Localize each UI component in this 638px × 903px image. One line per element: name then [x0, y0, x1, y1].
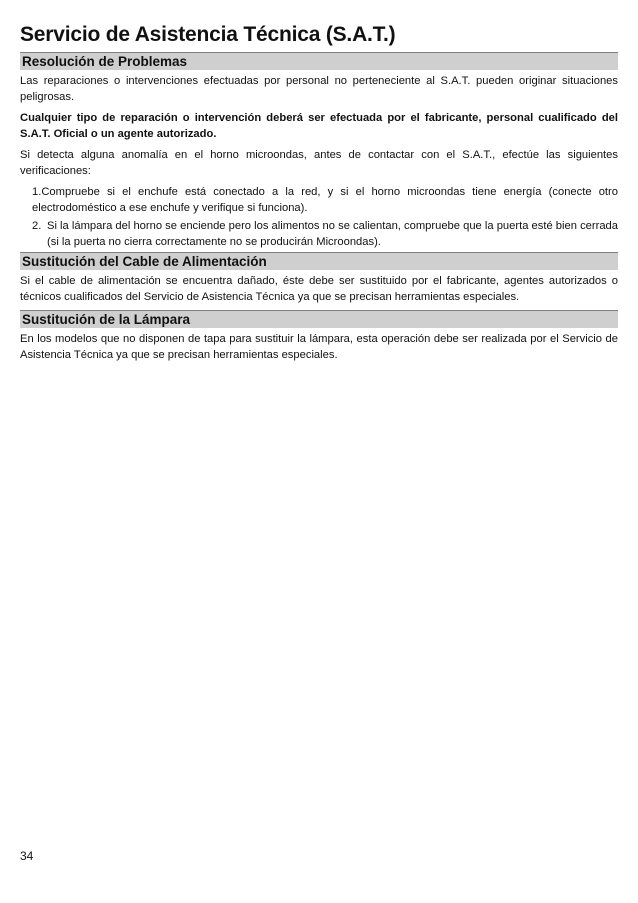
list-item-number: 2. — [32, 220, 42, 232]
section-heading-lamp: Sustitución de la Lámpara — [20, 310, 618, 328]
list-item-number: 1. — [32, 186, 42, 198]
list-item-text: Compruebe si el enchufe está conectado a la red, y si el horno microondas tiene energía (conecte otro electrodoméstico a ese enchufe y verifique si funciona). — [32, 186, 618, 214]
paragraph-anomaly: Si detecta alguna anomalía en el horno microondas, antes de contactar con el S.A.T., efectúe las siguientes verificaciones: — [20, 149, 618, 177]
check-list — [20, 184, 618, 250]
list-item — [20, 184, 618, 216]
page-number: 34 — [20, 849, 34, 863]
section-heading-power-cable: Sustitución del Cable de Alimentación — [20, 252, 618, 270]
paragraph-power-cable: Si el cable de alimentación se encuentra dañado, éste debe ser sustituido por el fabricante, agentes autorizados o técnicos cualificados del Servicio de Asistencia Técnica ya que se precisan herramientas especiales. — [20, 275, 618, 303]
paragraph-repair-notice: Cualquier tipo de reparación o intervención deberá ser efectuada por el fabricante, personal cualificado del S.A.T. Oficial o un agente autorizado. — [20, 112, 618, 140]
paragraph-lamp: En los modelos que no disponen de tapa para sustituir la lámpara, esta operación debe ser realizada por el Servicio de Asistencia Técnica ya que se precisan herramientas especiales. — [20, 333, 618, 361]
section-heading-troubleshooting: Resolución de Problemas — [20, 52, 618, 70]
list-item-text: Si la lámpara del horno se enciende pero los alimentos no se calientan, compruebe que la puerta esté bien cerrada (si la puerta no cierra correctamente no se producirán Microondas). — [47, 220, 618, 248]
list-item — [20, 218, 618, 250]
page-title: Servicio de Asistencia Técnica (S.A.T.) — [20, 23, 396, 46]
page-content — [20, 22, 618, 368]
paragraph-warning: Las reparaciones o intervenciones efectuadas por personal no perteneciente al S.A.T. pueden originar situaciones peligrosas. — [20, 75, 618, 103]
